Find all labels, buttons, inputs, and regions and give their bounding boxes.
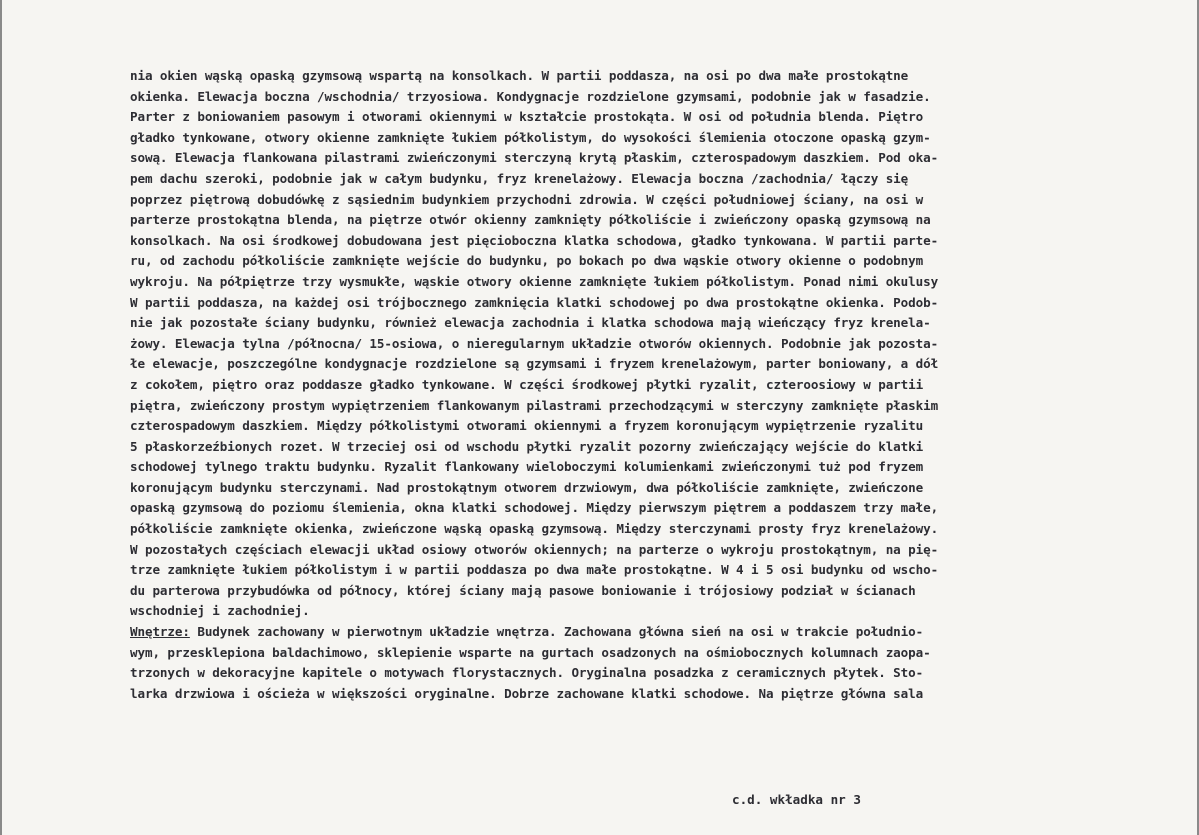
text-line: du parterowa przybudówka od północy, której ściany mają pasowe boniowanie i trójosiowy podział w ścianach bbox=[130, 582, 916, 598]
interior-line: trzonych w dekoracyjne kapitele o motywach florystacznych. Oryginalna posadzka z ceramicznych płytek. Sto- bbox=[130, 665, 924, 681]
interior-line: larka drzwiowa i ościeża w większości oryginalne. Dobrze zachowane klatki schodowe. Na piętrze główna sala bbox=[130, 685, 924, 701]
text-line: koronującym budynku sterczynami. Nad prostokątnym otworem drzwiowym, dwa półkoliście zamknięte, zwieńczone bbox=[130, 479, 924, 495]
text-line: wykroju. Na półpiętrze trzy wysmukłe, wąskie otwory okienne zamknięte łukiem półkolistym. Ponad nimi okulusy bbox=[130, 273, 939, 289]
text-line: 5 płaskorzeźbionych rozet. W trzeciej osi od wschodu płytki ryzalit pozorny zwieńczający wejście do klatki bbox=[130, 438, 924, 454]
document-body bbox=[130, 66, 1196, 704]
interior-line: Budynek zachowany w pierwotnym układzie wnętrza. Zachowana główna sień na osi w trakcie południo- bbox=[189, 624, 924, 640]
text-line: gładko tynkowane, otwory okienne zamknięte łukiem półkolistym, do wysokości ślemienia otoczone opaską gzym- bbox=[130, 129, 931, 145]
interior-first-line bbox=[130, 622, 1196, 643]
text-line: opaską gzymsową do poziomu ślemienia, okna klatki schodowej. Między pierwszym piętrem a poddaszem trzy małe, bbox=[130, 500, 939, 516]
text-line: konsolkach. Na osi środkowej dobudowana jest pięcioboczna klatka schodowa, gładko tynkowana. W partii parte- bbox=[130, 232, 939, 248]
text-line: żowy. Elewacja tylna /północna/ 15-osiowa, o nieregularnym układzie otworów okiennych. Podobnie jak pozosta- bbox=[130, 335, 939, 351]
text-line: sową. Elewacja flankowana pilastrami zwieńczonymi sterczyną krytą płaskim, czterospadowym daszkiem. Pod oka- bbox=[130, 150, 939, 166]
text-line: z cokołem, piętro oraz poddasze gładko tynkowane. W części środkowej płytki ryzalit, czteroosiowy w partii bbox=[130, 376, 924, 392]
text-line: wschodniej i zachodniej. bbox=[130, 603, 310, 619]
text-line: trze zamknięte łukiem półkolistym i w partii poddasza po dwa małe prostokątne. W 4 i 5 osi budynku od wscho- bbox=[130, 562, 939, 578]
text-line: czterospadowym daszkiem. Między półkolistymi otworami okiennymi a fryzem koronującym wypiętrzenie ryzalitu bbox=[130, 418, 924, 434]
interior-heading: Wnętrze: bbox=[130, 624, 190, 640]
text-line: łe elewacje, poszczególne kondygnacje rozdzielone są gzymsami i fryzem krenelażowym, parter boniowany, a dół bbox=[130, 356, 939, 372]
text-line: schodowej tylnego traktu budynku. Ryzalit flankowany wieloboczymi kolumienkami zwieńczonymi tuż pod fryzem bbox=[130, 459, 924, 475]
text-line: ru, od zachodu półkoliście zamknięte wejście do budynku, po bokach po dwa wąskie otwory okienne o podobnym bbox=[130, 253, 924, 269]
text-line: W pozostałych częściach elewacji układ osiowy otworów okiennych; na parterze o wykroju prostokątnym, na pię- bbox=[130, 541, 939, 557]
text-line: okienka. Elewacja boczna /wschodnia/ trzyosiowa. Kondygnacje rozdzielone gzymsami, podobnie jak w fasadzie. bbox=[130, 88, 931, 104]
interior-line: wym, przesklepiona baldachimowo, sklepienie wsparte na gurtach osadzonych na ośmiobocznych kolumnach zaopa- bbox=[130, 644, 931, 660]
text-line: piętra, zwieńczony prostym wypiętrzeniem flankowanym pilastrami przechodzącymi w sterczyny zamknięte płaskim bbox=[130, 397, 939, 413]
text-line: poprzez piętrową dobudówkę z sąsiednim budynkiem przychodni zdrowia. W części południowej ściany, na osi w bbox=[130, 191, 924, 207]
text-line: parterze prostokątna blenda, na piętrze otwór okienny zamknięty półkoliście i zwieńczony opaską gzymsową na bbox=[130, 212, 931, 228]
text-line: półkoliście zamknięte okienka, zwieńczone wąską opaską gzymsową. Między sterczynami prosty fryz krenelażowy. bbox=[130, 521, 939, 537]
text-line: nie jak pozostałe ściany budynku, również elewacja zachodnia i klatka schodowa mają wieńczący fryz krenela- bbox=[130, 315, 931, 331]
text-line: Parter z boniowaniem pasowym i otworami okiennymi w kształcie prostokąta. W osi od południa blenda. Piętro bbox=[130, 109, 924, 125]
text-line: pem dachu szeroki, podobnie jak w całym budynku, fryz krenelażowy. Elewacja boczna /zachodnia/ łączy się bbox=[130, 170, 909, 186]
text-line: nia okien wąską opaską gzymsową wspartą na konsolkach. W partii poddasza, na osi po dwa małe prostokątne bbox=[130, 68, 909, 83]
continuation-note: c.d. wkładka nr 3 bbox=[732, 792, 861, 807]
text-line: W partii poddasza, na każdej osi trójbocznego zamknięcia klatki schodowej po dwa prostokątne okienka. Podob- bbox=[130, 294, 939, 310]
